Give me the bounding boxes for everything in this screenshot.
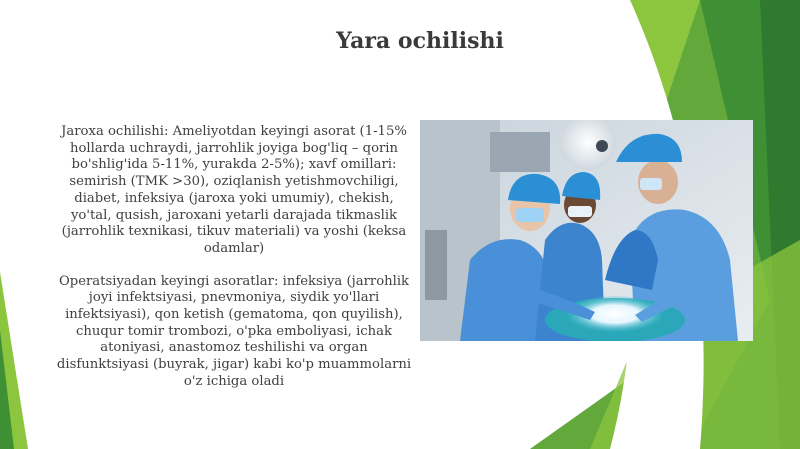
slide-title: Yara ochilishi xyxy=(336,28,504,54)
slide-body-text xyxy=(56,124,412,391)
paragraph-wound-dehiscence: Jaroxa ochilishi: Ameliyotdan keyingi asorat (1-15% hollarda uchraydi, jarrohlik joyiga bog'liq – qorin bo'shlig'ida 5-11%, yurakda 2-5%); xavf omillari: semirish (TMK >30), oziqlanish yetishmovchiligi, diabet, infeksiya (jaroxa yoki umumiy), chekish, yo'tal, qusish, jaroxani yetarli darajada tikmaslik (jarrohlik texnikasi, tikuv materiali) va yoshi (keksa odamlar) xyxy=(61,124,407,256)
paragraph-postoperative-complications: Operatsiyadan keyingi asoratlar: infeksiya (jarrohlik joyi infektsiyasi, pnevmoniya, siydik yo'llari infektsiyasi), qon ketish (gematoma, qon quyilish), chuqur tomir trombozi, o'pka emboliyasi, ichak atoniyasi, anastomoz teshilishi va organ disfunktsiyasi (buyrak, jigar) kabi ko'p muammolarni o'z ichiga oladi xyxy=(56,273,412,389)
surgeons-operating-illustration xyxy=(420,120,753,341)
surgery-photo xyxy=(420,120,753,341)
